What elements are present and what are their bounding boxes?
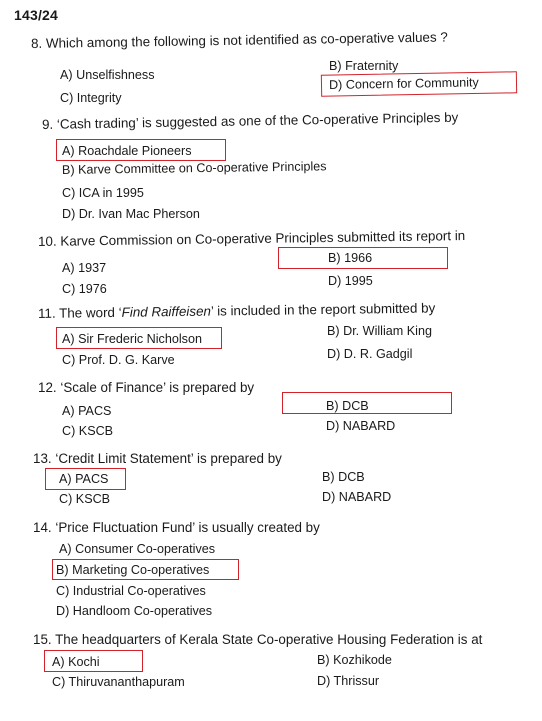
- option-14c: C) Industrial Co-operatives: [56, 584, 206, 598]
- option-12b: B) DCB: [326, 399, 369, 413]
- question-text-italic: Find Raiffeisen: [121, 303, 212, 320]
- option-10a: A) 1937: [62, 261, 107, 275]
- option-10d: D) 1995: [328, 274, 373, 288]
- option-12a: A) PACS: [62, 404, 112, 418]
- option-8c: C) Integrity: [60, 91, 122, 105]
- question-number: 11.: [37, 305, 56, 321]
- question-number: 8.: [30, 35, 43, 51]
- option-13d: D) NABARD: [322, 490, 392, 504]
- option-9b: B) Karve Committee on Co-operative Principles: [61, 159, 327, 177]
- option-14a: A) Consumer Co-operatives: [59, 542, 216, 556]
- question-15: [33, 632, 482, 647]
- question-11: [38, 300, 435, 321]
- question-text: The headquarters of Kerala State Co-operative Housing Federation is at: [55, 632, 483, 647]
- question-text: ‘Price Fluctuation Fund’ is usually created by: [55, 520, 320, 535]
- question-8: [31, 29, 448, 51]
- option-15c: C) Thiruvananthapuram: [52, 675, 185, 689]
- option-11a: A) Sir Frederic Nicholson: [62, 332, 202, 346]
- option-11d: D) D. R. Gadgil: [327, 347, 413, 361]
- question-number: 15.: [33, 632, 52, 647]
- page-code: 143/24: [14, 7, 59, 23]
- question-number: 9.: [41, 116, 54, 132]
- option-14d: D) Handloom Co-operatives: [56, 604, 213, 618]
- question-12: [38, 380, 254, 395]
- question-text-before: The word ‘: [59, 304, 122, 321]
- question-text: ‘Credit Limit Statement’ is prepared by: [55, 451, 282, 466]
- option-13b: B) DCB: [322, 470, 365, 484]
- option-12d: D) NABARD: [326, 419, 396, 433]
- option-11c: C) Prof. D. G. Karve: [62, 353, 175, 367]
- option-15d: D) Thrissur: [317, 674, 380, 688]
- option-9c: C) ICA in 1995: [62, 186, 144, 200]
- option-9a: A) Roachdale Pioneers: [62, 144, 192, 158]
- question-text: ‘Cash trading’ is suggested as one of the Co-operative Principles by: [56, 109, 459, 132]
- option-13c: C) KSCB: [59, 492, 111, 506]
- question-text: ‘Scale of Finance’ is prepared by: [60, 380, 255, 395]
- option-15a: A) Kochi: [52, 655, 100, 669]
- question-text: Which among the following is not identified as co-operative values ?: [45, 29, 448, 51]
- option-8d: D) Concern for Community: [328, 75, 479, 92]
- question-9: [42, 110, 459, 132]
- question-10: [38, 228, 465, 249]
- question-text: Karve Commission on Co-operative Principles submitted its report in: [60, 228, 466, 249]
- option-10b: B) 1966: [328, 251, 373, 265]
- option-8b: B) Fraternity: [329, 59, 399, 73]
- question-number: 14.: [33, 520, 52, 535]
- option-13a: A) PACS: [59, 472, 109, 486]
- option-11b: B) Dr. William King: [327, 324, 432, 338]
- option-12c: C) KSCB: [62, 424, 114, 438]
- question-number: 12.: [38, 380, 57, 395]
- question-13: [33, 451, 282, 466]
- option-14b: B) Marketing Co-operatives: [56, 563, 210, 577]
- question-text-after: ’ is included in the report submitted by: [210, 300, 436, 319]
- question-number: 10.: [37, 233, 57, 249]
- option-9d: D) Dr. Ivan Mac Pherson: [62, 207, 200, 221]
- option-10c: C) 1976: [62, 282, 107, 296]
- option-8a: A) Unselfishness: [60, 68, 155, 82]
- question-number: 13.: [33, 451, 52, 466]
- option-15b: B) Kozhikode: [317, 653, 392, 667]
- question-14: [33, 520, 320, 535]
